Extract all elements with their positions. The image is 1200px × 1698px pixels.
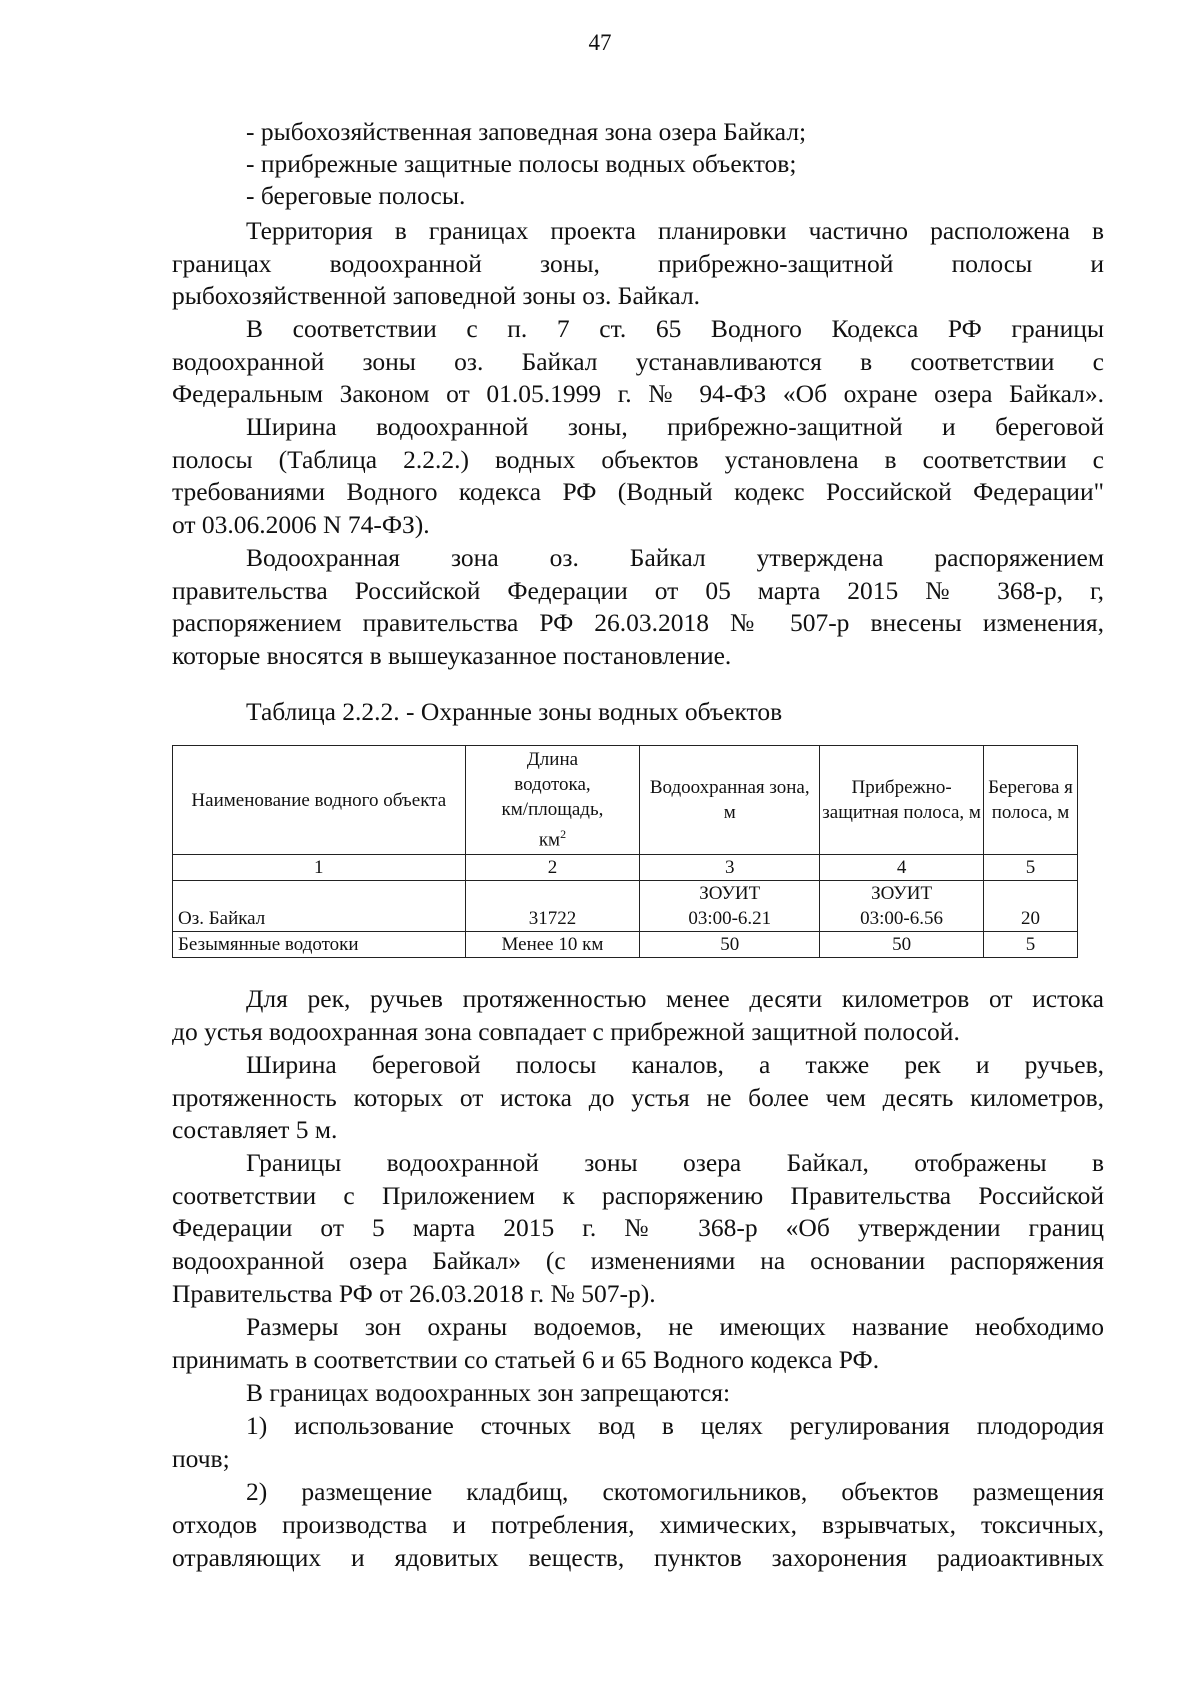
table-cell: ЗОУИТ 03:00-6.21 [640, 881, 820, 932]
paragraph-line: протяженность которых от истока до устья не более чем десять километров, [172, 1083, 1104, 1112]
table-cell: Менее 10 км [465, 932, 640, 958]
intro-line: - рыбохозяйственная заповедная зона озера Байкал; [246, 117, 807, 146]
column-number: 4 [820, 855, 984, 881]
paragraph-line: которые вносятся в вышеуказанное постановление. [172, 641, 732, 670]
paragraph-line: 1) использование сточных вод в целях регулирования плодородия [246, 1411, 1104, 1440]
header-cell: Длина водотока, км/площадь, $км^2$ [465, 746, 640, 855]
header-cell: Берегова я полоса, м [984, 746, 1078, 855]
paragraph-line: распоряжением правительства РФ 26.03.2018 № 507-р внесены изменения, [172, 608, 1104, 637]
table-row [173, 881, 1078, 932]
header-cell: Водоохранная зона, м [640, 746, 820, 855]
table-header-row [173, 746, 1078, 855]
paragraph-line: Федерации от 5 марта 2015 г. № 368-р «Об утверждении границ [172, 1213, 1104, 1242]
paragraph-line: составляет 5 м. [172, 1115, 338, 1144]
paragraph-line: Границы водоохранной зоны озера Байкал, отображены в [246, 1148, 1104, 1177]
table-cell: 20 [984, 881, 1078, 932]
table-cell: 50 [640, 932, 820, 958]
table-cell: ЗОУИТ 03:00-6.56 [820, 881, 984, 932]
paragraph-line: правительства Российской Федерации от 05 марта 2015 № 368-р, г, [172, 576, 1104, 605]
paragraph-line: Федеральным Законом от 01.05.1999 г. № 94-ФЗ «Об охране озера Байкал». [172, 379, 1104, 408]
table-cell: 5 [984, 932, 1078, 958]
table-row [173, 932, 1078, 958]
paragraph-line: соответствии с Приложением к распоряжению Правительства Российской [172, 1181, 1104, 1210]
paragraph-line: Водоохранная зона оз. Байкал утверждена распоряжением [246, 543, 1104, 572]
column-number: 5 [984, 855, 1078, 881]
paragraph-line: 2) размещение кладбищ, скотомогильников, объектов размещения [246, 1477, 1104, 1506]
paragraph-line: В границах водоохранных зон запрещаются: [246, 1378, 731, 1407]
column-number: 2 [465, 855, 640, 881]
paragraph-line: требованиями Водного кодекса РФ (Водный кодекс Российской Федерации" [172, 477, 1104, 506]
table-caption: Таблица 2.2.2. - Охранные зоны водных объектов [246, 697, 783, 726]
column-number: 1 [173, 855, 466, 881]
table-number-row [173, 855, 1078, 881]
paragraph-line: рыбохозяйственной заповедной зоны оз. Байкал. [172, 281, 701, 310]
page-number: 47 [588, 30, 612, 55]
paragraph-line: Для рек, ручьев протяженностью менее десяти километров от истока [246, 984, 1104, 1013]
paragraph-line: В соответствии с п. 7 ст. 65 Водного Кодекса РФ границы [246, 314, 1104, 343]
table-cell: Безымянные водотоки [173, 932, 466, 958]
table-cell: Оз. Байкал [173, 881, 466, 932]
paragraph-line: Ширина водоохранной зоны, прибрежно-защитной и береговой [246, 412, 1104, 441]
header-cell: Наименование водного объекта [173, 746, 466, 855]
paragraph-line: Правительства РФ от 26.03.2018 г. № 507-р). [172, 1279, 656, 1308]
paragraph-line: водоохранной зоны оз. Байкал устанавливаются в соответствии с [172, 347, 1104, 376]
paragraph-line: Ширина береговой полосы каналов, а также рек и ручьев, [246, 1050, 1104, 1079]
paragraph-line: от 03.06.2006 N 74-ФЗ). [172, 510, 430, 539]
table-cell: 50 [820, 932, 984, 958]
table-cell: 31722 [465, 881, 640, 932]
intro-line: - береговые полосы. [246, 181, 466, 210]
paragraph-line: почв; [172, 1444, 230, 1473]
paragraph-line: отравляющих и ядовитых веществ, пунктов захоронения радиоактивных [172, 1543, 1104, 1572]
water-protection-zones-table [172, 745, 1078, 958]
column-number: 3 [640, 855, 820, 881]
paragraph-line: отходов производства и потребления, химических, взрывчатых, токсичных, [172, 1510, 1104, 1539]
paragraph-line: полосы (Таблица 2.2.2.) водных объектов установлена в соответствии с [172, 445, 1104, 474]
paragraph-line: принимать в соответствии со статьей 6 и 65 Водного кодекса РФ. [172, 1345, 880, 1374]
paragraph-line: до устья водоохранная зона совпадает с прибрежной защитной полосой. [172, 1017, 960, 1046]
paragraph-line: Территория в границах проекта планировки частично расположена в [246, 216, 1104, 245]
paragraph-line: Размеры зон охраны водоемов, не имеющих название необходимо [246, 1312, 1104, 1341]
paragraph-line: водоохранной озера Байкал» (с изменениями на основании распоряжения [172, 1246, 1104, 1275]
intro-line: - прибрежные защитные полосы водных объектов; [246, 149, 797, 178]
paragraph-line: границах водоохранной зоны, прибрежно-защитной полосы и [172, 249, 1104, 278]
header-cell: Прибрежно-защитная полоса, м [820, 746, 984, 855]
